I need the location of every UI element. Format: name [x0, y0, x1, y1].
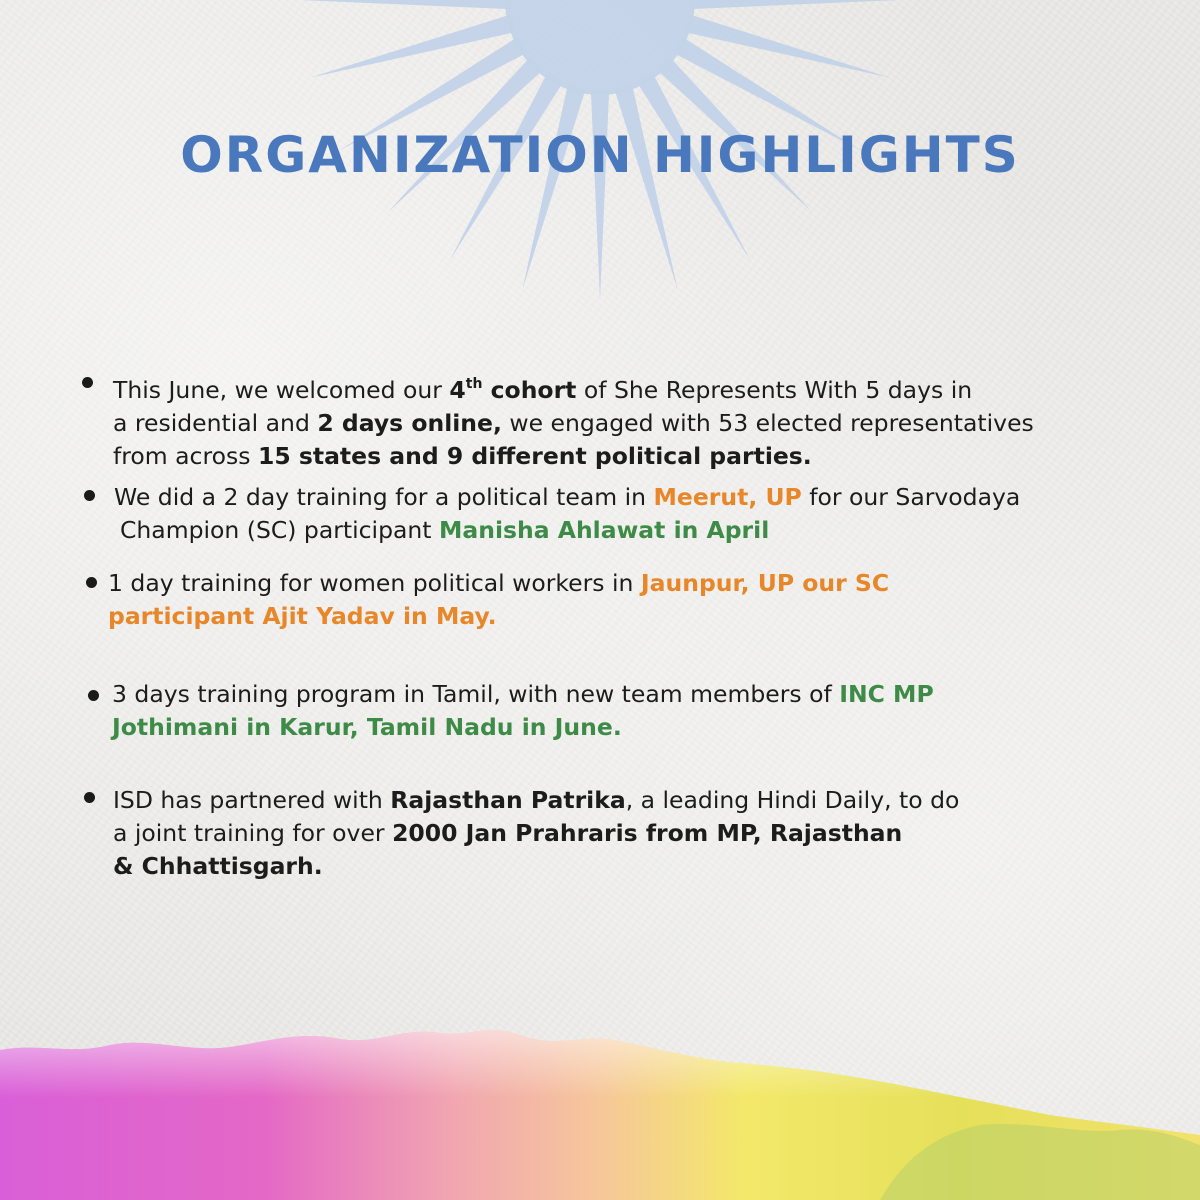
item-text: We did a 2 day training for a political team in	[114, 483, 654, 511]
item-bold: & Chhattisgarh.	[113, 852, 323, 880]
item-text: from across	[113, 442, 258, 470]
highlight-item-meerut	[114, 481, 1020, 547]
item-bold: 2 days online,	[317, 409, 502, 437]
item-text: a residential and	[113, 409, 318, 437]
item-line	[113, 817, 959, 850]
highlight-item-cohort	[113, 368, 1034, 473]
item-text: , a leading Hindi Daily, to do	[625, 786, 960, 814]
item-highlight: participant Ajit Yadav in May.	[108, 602, 497, 630]
highlight-item-jaunpur	[108, 567, 889, 633]
highlight-item-rajasthan	[113, 784, 959, 883]
item-text: ISD has partnered with	[113, 786, 391, 814]
sunburst-petal	[591, 90, 609, 300]
item-line	[113, 784, 959, 817]
bullet-dot-icon	[84, 792, 95, 803]
bullet-dot-icon	[84, 490, 95, 501]
bullet-dot-icon	[82, 377, 93, 388]
item-line	[114, 514, 1020, 547]
item-highlight: Jaunpur, UP our SC	[640, 569, 890, 597]
item-line	[112, 678, 934, 711]
page-title: ORGANIZATION HIGHLIGHTS	[180, 126, 1020, 184]
item-highlight: Meerut, UP	[653, 483, 802, 511]
item-bold: Rajasthan Patrika	[390, 786, 626, 814]
item-text: of She Represents With 5 days in	[576, 376, 973, 404]
item-highlight: INC MP	[839, 680, 934, 708]
item-line	[108, 600, 889, 633]
item-line	[113, 368, 1034, 407]
item-line	[108, 567, 889, 600]
item-highlight: Manisha Ahlawat in April	[438, 516, 770, 544]
bullet-dot-icon	[86, 577, 97, 588]
item-text: 3 days training program in Tamil, with new team members of	[112, 680, 840, 708]
bullet-dot-icon	[88, 690, 99, 701]
item-text: we engaged with 53 elected representatives	[501, 409, 1034, 437]
item-text: This June, we welcomed our	[113, 376, 450, 404]
item-line	[114, 481, 1020, 514]
item-text: for our Sarvodaya	[801, 483, 1021, 511]
watercolor-wash	[0, 1015, 1200, 1200]
highlight-item-tamil	[112, 678, 934, 744]
sunburst-petal	[690, 0, 900, 9]
item-bold: 4th cohort	[449, 376, 577, 404]
item-line	[112, 711, 934, 744]
item-text: a joint training for over	[113, 819, 393, 847]
item-line	[113, 407, 1034, 440]
item-highlight: Jothimani in Karur, Tamil Nadu in June.	[112, 713, 622, 741]
item-line	[113, 440, 1034, 473]
item-bold: 15 states and 9 different political parties.	[257, 442, 812, 470]
sunburst-petal	[300, 0, 510, 9]
item-line	[113, 850, 959, 883]
item-bold: 2000 Jan Prahraris from MP, Rajasthan	[392, 819, 903, 847]
item-text: 1 day training for women political workers in	[108, 569, 641, 597]
item-text: Champion (SC) participant	[120, 516, 439, 544]
